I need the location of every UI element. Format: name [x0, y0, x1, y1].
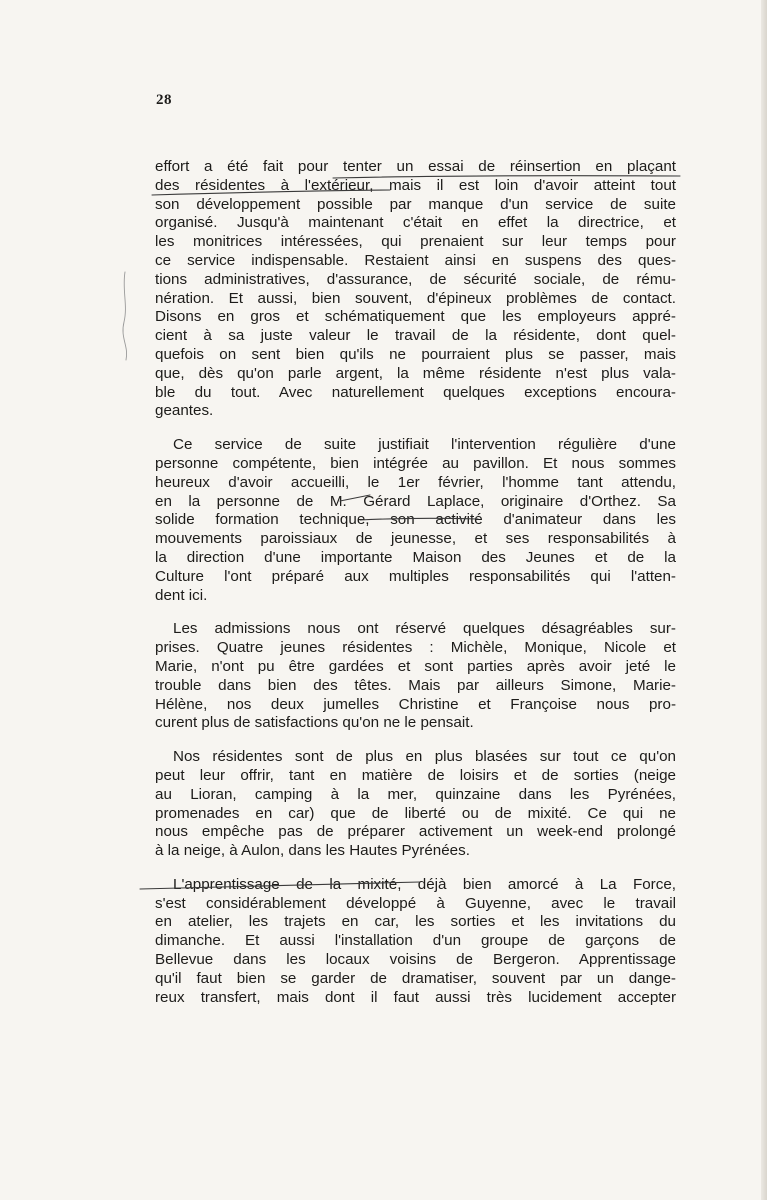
text-line: dimanche. Et aussi l'installation d'un groupe de garçons de [155, 932, 676, 950]
text-line: dent ici. [155, 586, 208, 604]
text-line: trouble dans bien des têtes. Mais par ailleurs Simone, Marie- [155, 676, 676, 694]
text-line: Hélène, nos deux jumelles Christine et Françoise nous pro- [155, 695, 676, 713]
text-line: organisé. Jusqu'à maintenant c'était en effet la directrice, et [155, 214, 676, 232]
text-line: nous empêche pas de préparer activement un week-end prolongé [155, 823, 676, 841]
text-line: que, dès qu'on parle argent, la même résidente n'est plus vala- [155, 364, 676, 382]
text-line: qu'il faut bien se garder de dramatiser, souvent par un dange- [155, 969, 676, 987]
paragraph-3 [155, 620, 676, 733]
text-line: geantes. [155, 402, 214, 420]
margin-squiggle [123, 272, 127, 360]
text-line: en atelier, les trajets en car, les sorties et les invitations du [155, 913, 676, 931]
text-line: reux transfert, mais dont il faut aussi très lucidement accepter [155, 988, 676, 1006]
text-line: personne compétente, bien intégrée au pavillon. Et nous sommes [155, 454, 676, 472]
text-line: quefois on sent bien qu'ils ne pourraient plus se passer, mais [155, 345, 676, 363]
text-line: effort a été fait pour tenter un essai de réinsertion en plaçant [155, 158, 676, 175]
text-line: Marie, n'ont pu être gardées et sont parties après avoir jeté le [155, 657, 676, 675]
text-line: Ce service de suite justifiait l'intervention régulière d'une [173, 436, 676, 454]
text-line: à la neige, à Aulon, dans les Hautes Pyrénées. [155, 842, 470, 860]
text-line: heureux d'avoir accueilli, le 1er février, l'homme tant attendu, [155, 473, 676, 491]
page-edge [761, 0, 767, 1200]
text-line: solide formation technique, son activité d'animateur dans les [155, 511, 676, 529]
text-line: promenades en car) que de liberté ou de mixité. Ce qui ne [155, 804, 676, 822]
text-line: nération. Et aussi, bien souvent, d'épineux problèmes de contact. [155, 289, 676, 307]
page-number: 28 [156, 92, 172, 108]
text-line: Bellevue dans les locaux voisins de Bergeron. Apprentissage [155, 951, 676, 969]
text-line: Disons en gros et schématiquement que les employeurs appré- [155, 308, 676, 326]
text-line: son développement possible par manque d'un service de suite [155, 195, 676, 213]
text-line: en la personne de M. Gérard Laplace, originaire d'Orthez. Sa [155, 492, 676, 510]
text-line: L'apprentissage de la mixité, déjà bien amorcé à La Force, [173, 875, 676, 893]
text-line: ce service indispensable. Restaient ainsi en suspens des ques- [155, 251, 676, 269]
text-line: au Lioran, camping à la mer, quinzaine dans les Pyrénées, [155, 785, 676, 803]
text-line: curent plus de satisfactions qu'on ne le pensait. [155, 714, 474, 732]
text-line: s'est considérablement développé à Guyenne, avec le travail [155, 894, 676, 912]
text-line: Culture l'ont préparé aux multiples responsabilités qui l'atten- [155, 567, 676, 585]
text-line: prises. Quatre jeunes résidentes : Michèle, Monique, Nicole et [155, 639, 676, 657]
text-line: Les admissions nous ont réservé quelques désagréables sur- [173, 620, 676, 638]
text-line: tions administratives, d'assurance, de sécurité sociale, de rému- [155, 270, 676, 288]
paragraph-5 [155, 876, 676, 1008]
text-line: peut leur offrir, tant en matière de loisirs et de sorties (neige [155, 766, 676, 784]
text-line: Nos résidentes sont de plus en plus blasées sur tout ce qu'on [173, 748, 676, 766]
text-line: les monitrices intéressées, qui prenaient sur leur temps pour [155, 233, 676, 251]
body-text [155, 158, 676, 1022]
text-line: ble du tout. Avec naturellement quelques exceptions encoura- [155, 383, 676, 401]
text-line: cient à sa juste valeur le travail de la résidente, dont quel- [155, 327, 676, 345]
text-line: la direction d'une importante Maison des Jeunes et de la [155, 548, 676, 566]
paragraph-4 [155, 748, 676, 861]
text-line: des résidentes à l'extérieur, mais il est loin d'avoir atteint tout [155, 176, 676, 194]
paragraph-1 [155, 158, 676, 421]
text-line: mouvements paroissiaux de jeunesse, et ses responsabilités à [155, 530, 676, 548]
paragraph-2 [155, 436, 676, 605]
